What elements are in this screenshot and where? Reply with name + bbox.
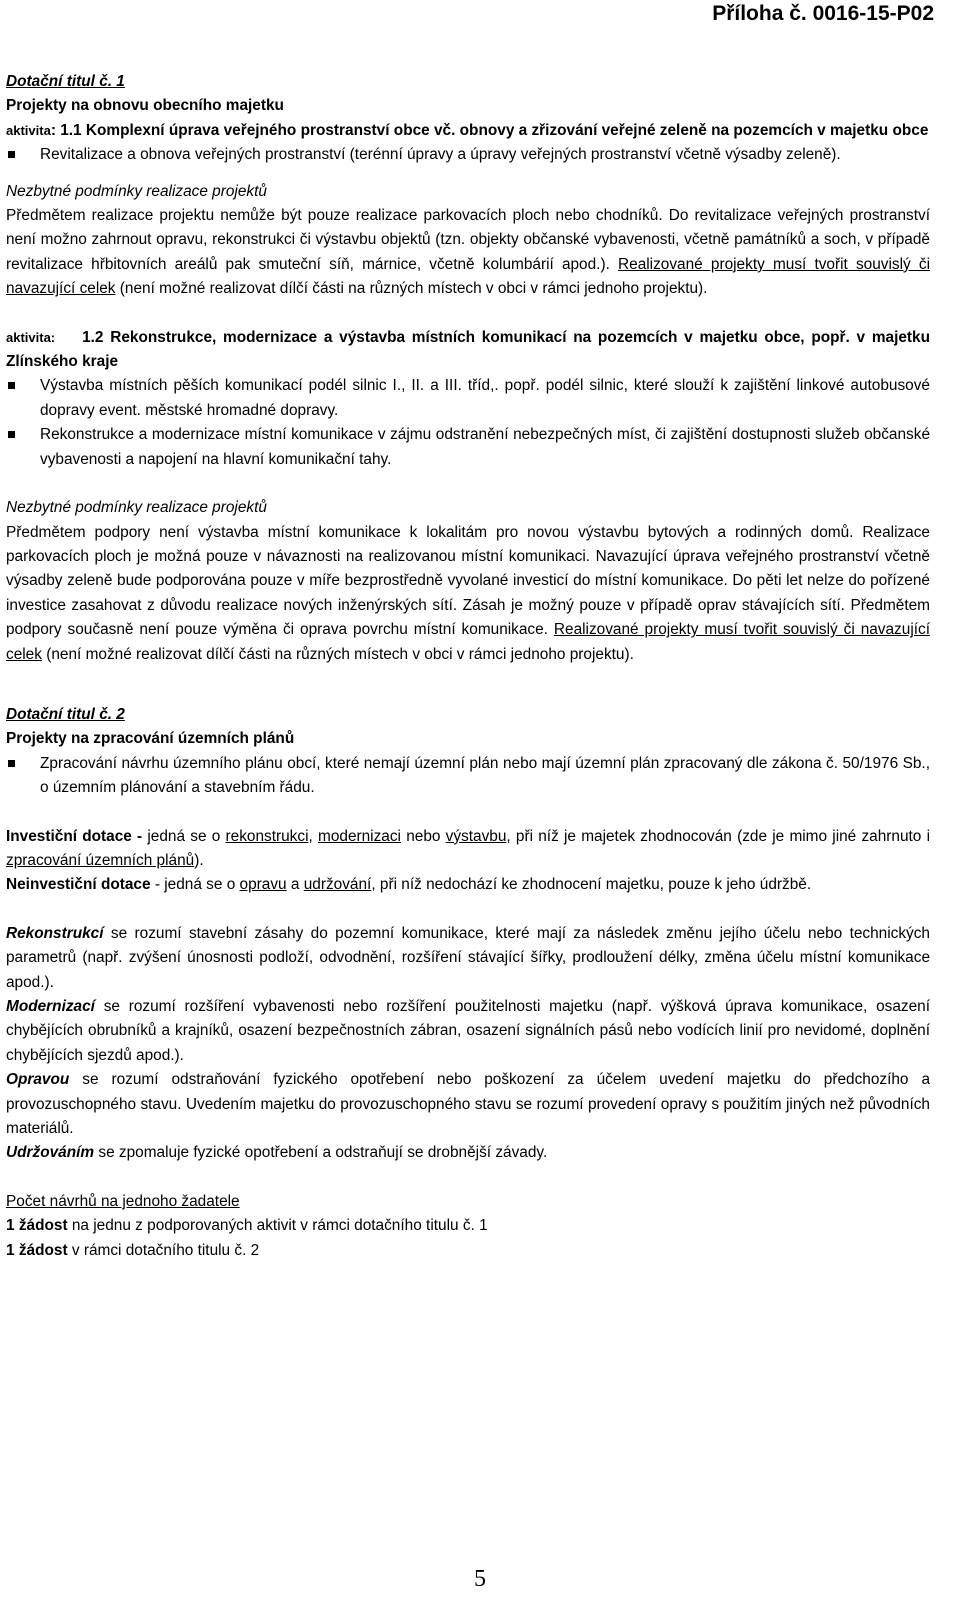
document-number: Příloha č. 0016-15-P02	[712, 2, 934, 25]
definition-text: se zpomaluje fyzické opotřebení a odstraňují se drobnější závady.	[94, 1144, 548, 1162]
applications-count: 1 žádost	[6, 1241, 68, 1259]
text-segment: - jedná se o	[150, 876, 240, 894]
definition-text: se rozumí rozšíření vybavenosti nebo rozšíření použitelnosti majetku (např. výšková úprava komunikace, osazení chybějících obrubníků a krajníků, osazení bezpečnostních zábran, osazení signálních pásů nebo vodících linií pro nevidomé, doplnění chybějících sjezdů apod.).	[6, 998, 930, 1064]
list-item-text: Zpracování návrhu územního plánu obcí, které nemají územní plán nebo mají územní plán zpracovaný dle zákona č. 50/1976 Sb., o územním plánování a stavebním řádu.	[40, 754, 930, 797]
activity-label: aktivita	[6, 122, 51, 138]
conditions-tail: (není možné realizovat dílčí části na různých místech v obci v rámci jednoho projektu).	[41, 645, 634, 663]
conditions-underlined: Realizované projekty musí tvořit souvislý či navazující celek	[6, 255, 930, 298]
grant1-subtitle: Projekty na obnovu obecního majetku	[6, 97, 284, 115]
maintenance-definition	[6, 1141, 930, 1165]
conditions-paragraph	[6, 521, 930, 667]
activity-text: : 1.1 Komplexní úprava veřejného prostranství obce vč. obnovy a zřizování veřejné zeleně na pozemcích v majetku obce	[50, 121, 929, 139]
noninvestment-definition	[6, 873, 930, 897]
noninvestment-label: Neinvestiční dotace	[6, 876, 151, 894]
investment-label: Investiční dotace -	[6, 827, 143, 845]
underlined-term: opravu	[239, 876, 287, 894]
conditions-text: Předmětem realizace projektu nemůže být pouze realizace parkovacích ploch nebo chodníků. Do revitalizace veřejných prostranství není možno zahrnout opravu, rekonstrukci či výstavbu objektů (tzn. objekty občanské vybavenosti, včetně památníků a soch, v případě revitalizace hřbitovních areálů pak smuteční síň, márnice, včetně kolumbárií apod.).	[6, 207, 930, 273]
repair-definition	[6, 1068, 930, 1141]
applications-text: v rámci dotačního titulu č. 2	[67, 1241, 260, 1259]
list-item	[6, 143, 930, 167]
bullet-square-icon	[6, 143, 40, 167]
conditions-heading: Nezbytné podmínky realizace projektů	[6, 182, 267, 200]
definition-text: se rozumí stavební zásahy do pozemní komunikace, které mají za následek změnu jejího účelu nebo technických parametrů (např. zvýšení únosnosti podloží, odvodnění, rozšíření stávající šířky, prodloužení délky, změna účelu místní komunikace apod.).	[6, 924, 930, 991]
activity-1-1-heading	[6, 119, 930, 143]
applications-count: 1 žádost	[6, 1217, 68, 1235]
underlined-term: udržování	[303, 876, 372, 894]
grant2-subtitle: Projekty na zpracování územních plánů	[6, 730, 295, 748]
list-item	[6, 752, 930, 801]
list-item	[6, 423, 930, 472]
list-item-text: Rekonstrukce a modernizace místní komunikace v zájmu odstranění nebezpečných míst, či zajištění dostupnosti služeb občanské vybavenosti a napojení na hlavní komunikační tahy.	[40, 426, 930, 468]
bullet-square-icon	[6, 752, 40, 801]
underlined-term: zpracování územních plánů	[6, 851, 195, 869]
conditions-text: Předmětem podpory není výstavba místní komunikace k lokalitám pro novou výstavbu bytových a rodinných domů. Realizace parkovacích ploch je možná pouze v návaznosti na realizovanou místní komunikaci. Navazující úprava veřejného prostranství včetně výsadby zeleně bude podporována pouze v míře bezprostředně vyvolané investicí do místní komunikace. Do pěti let nelze do pořízené investice zasahovat z důvodu realizace nových inženýrských sítí. Zásah je možný pouze v případě oprav stávajících sítí. Předmětem podpory současně není pouze výměna či oprava povrchu místní komunikace.	[6, 523, 930, 639]
modernization-definition	[6, 995, 930, 1068]
defined-term: Udržováním	[6, 1144, 95, 1162]
underlined-term: rekonstrukci	[225, 827, 309, 845]
reconstruction-definition	[6, 922, 930, 995]
applications-line-2	[6, 1239, 930, 1263]
page-number: 5	[474, 1566, 486, 1592]
applications-heading: Počet návrhů na jednoho žadatele	[6, 1192, 240, 1210]
defined-term: Modernizací	[6, 998, 95, 1015]
applications-text: na jednu z podporovaných aktivit v rámci dotačního titulu č. 1	[67, 1217, 488, 1235]
grant1-title: Dotační titul č. 1	[6, 73, 125, 90]
list-item	[6, 374, 930, 423]
definition-text: se rozumí odstraňování fyzického opotřebení nebo poškození za účelem uvedení majetku do předchozího a provozuschopného stavu. Uvedením majetku do provozuschopného stavu se rozumí provedení opravy s použitím jiných než původních materiálů.	[6, 1071, 930, 1138]
applications-line-1	[6, 1214, 930, 1238]
conditions-tail: (není možné realizovat dílčí části na různých místech v obci v rámci jednoho projektu).	[115, 280, 708, 298]
text-segment: a	[286, 876, 304, 894]
grant2-title: Dotační titul č. 2	[6, 705, 125, 723]
bullet-square-icon	[6, 423, 40, 472]
activity-label: aktivita:	[6, 329, 56, 345]
list-item-text: Výstavba místních pěších komunikací podél silnic I., II. a III. tříd,. popř. podél silnic, které slouží k zajištění linkové autobusové dopravy event. městské hromadné dopravy.	[40, 377, 930, 419]
text-segment: nebo	[400, 827, 446, 845]
text-segment: ).	[194, 851, 204, 869]
defined-term: Opravou	[6, 1071, 70, 1089]
activity-1-2-heading	[6, 326, 930, 375]
text-segment: jedná se o	[142, 827, 226, 845]
text-segment: , při níž je majetek zhodnocován (zde je mimo jiné zahrnuto i	[506, 827, 930, 845]
conditions-paragraph	[6, 204, 930, 302]
conditions-heading: Nezbytné podmínky realizace projektů	[6, 499, 267, 517]
document-body	[6, 70, 930, 1263]
text-segment: , při níž nedochází ke zhodnocení majetku, pouze k jeho údržbě.	[371, 876, 812, 894]
underlined-term: výstavbu	[445, 827, 507, 845]
list-item-text: Revitalizace a obnova veřejných prostranství (terénní úpravy a úpravy veřejných prostranství včetně výsadby zeleně).	[40, 146, 841, 164]
underlined-term: modernizaci	[318, 827, 401, 845]
activity-text: 1.2 Rekonstrukce, modernizace a výstavba místních komunikací na pozemcích v majetku obce, popř. v majetku Zlínského kraje	[6, 328, 930, 371]
conditions-underlined: Realizované projekty musí tvořit souvislý či navazující celek	[6, 621, 930, 663]
bullet-square-icon	[6, 374, 40, 423]
defined-term: Rekonstrukcí	[6, 924, 104, 942]
investment-definition	[6, 825, 930, 874]
text-segment: ,	[308, 827, 318, 845]
